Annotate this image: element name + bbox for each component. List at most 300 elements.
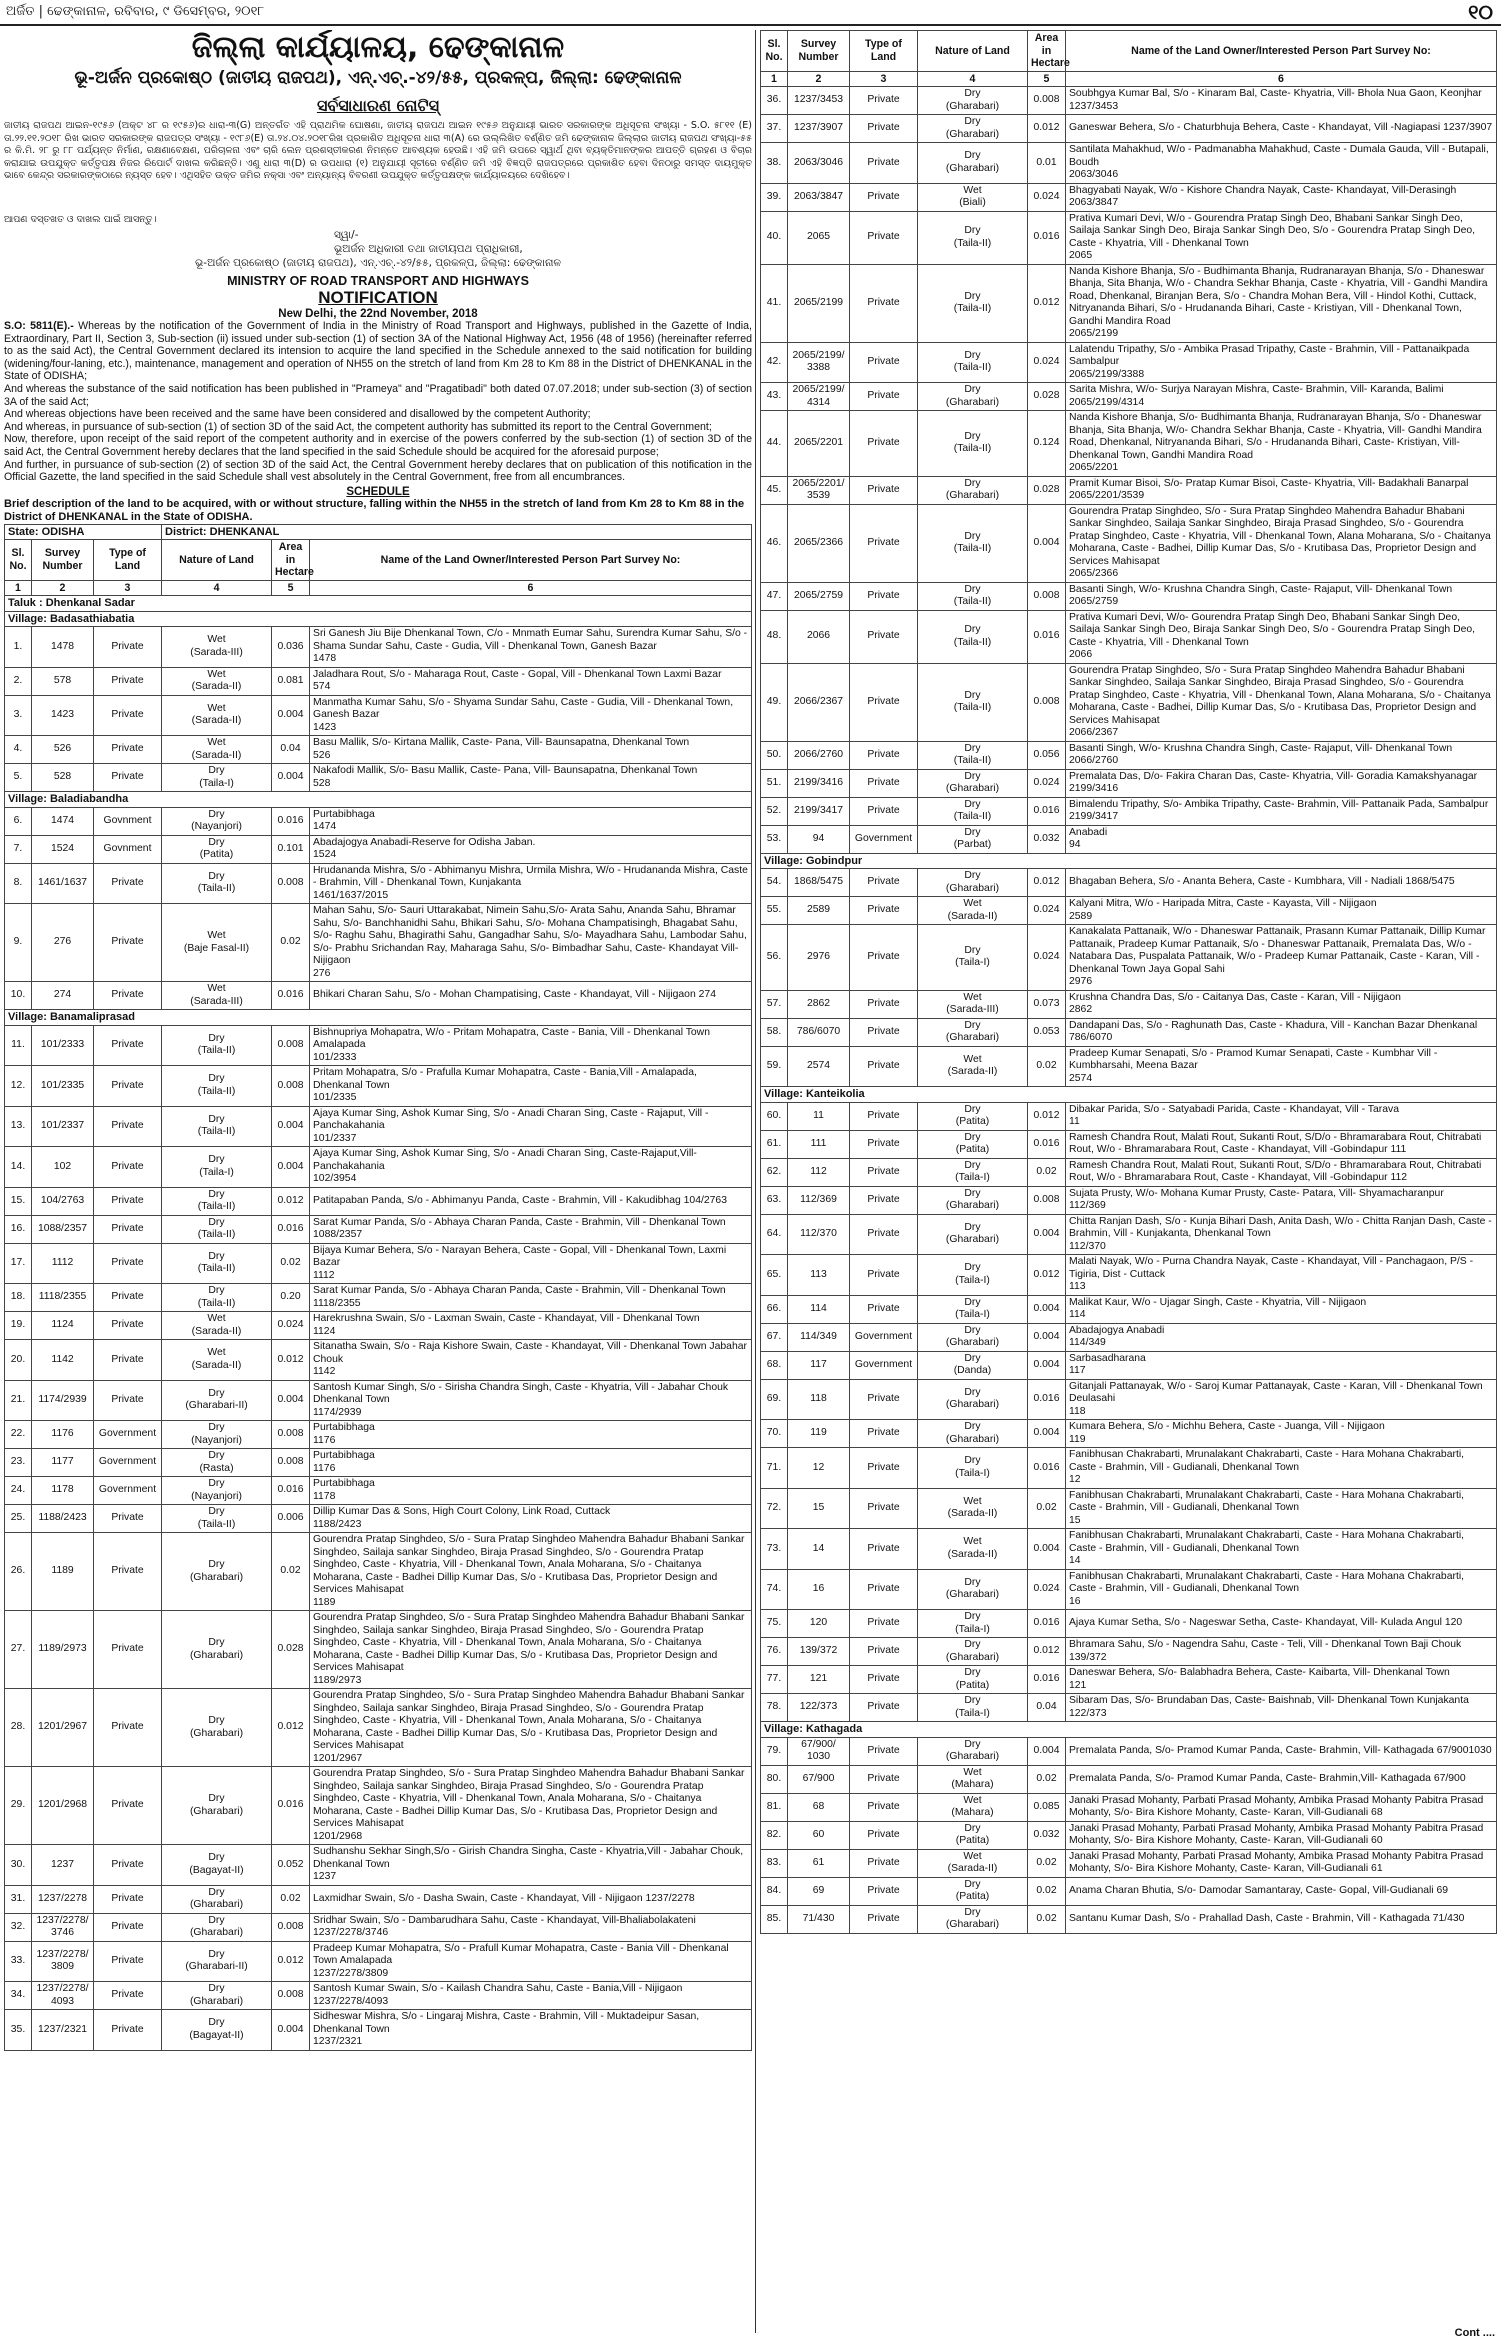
land-nature: Wet (Sarada-II) (162, 1340, 272, 1381)
table-row (761, 1130, 1497, 1158)
notification-date: New Delhi, the 22nd November, 2018 (278, 308, 478, 320)
column-number: 2 (788, 71, 850, 87)
table-row (5, 1689, 752, 1767)
survey-number: 1201/2968 (32, 1767, 94, 1845)
area-hectare: 0.024 (1028, 897, 1066, 925)
sl-no: 19. (5, 1312, 32, 1340)
survey-number: 1088/2357 (32, 1215, 94, 1243)
table-row (761, 797, 1497, 825)
survey-number: 112 (788, 1158, 850, 1186)
paragraph-1-text: Whereas by the notification of the Government of India in the Ministry of Road Transport and Highways, published in the Gazette of India, Extraordinary, Part II, Section 3, Sub-section (ii) issued under sub-section (1) of section 3A of the National Highway Act, 1956 (48 of 1956) (hereinafter referred to as the said Act), the Central Government declared its intension to acquire the land specified in the Schedule annexed to the said notification for building (widening/four-laning, etc.), maintenance, management and operation of NH55 on the stretch of land from Km 28 to Km 88 in the District of DHENKANAL in the State of ODISHA; (4, 320, 752, 383)
area-hectare: 0.004 (272, 764, 310, 792)
area-hectare: 0.02 (1028, 1905, 1066, 1933)
area-hectare: 0.012 (272, 1941, 310, 1982)
table-row (5, 1312, 752, 1340)
table-row (761, 1186, 1497, 1214)
survey-number: 2199/3416 (788, 769, 850, 797)
owner-details: Purtabibhaga 1178 (310, 1477, 752, 1505)
survey-number: 274 (32, 982, 94, 1010)
land-type: Private (850, 504, 918, 582)
sl-no: 70. (761, 1420, 788, 1448)
table-row (5, 1611, 752, 1689)
land-nature: Dry (Nayanjori) (162, 1477, 272, 1505)
land-nature: Dry (Taila-I) (162, 764, 272, 792)
owner-details: Santosh Kumar Swain, S/o - Kailash Chandra Sahu, Caste - Bania,Vill - Nijigaon 1237/2278/4093 (310, 1982, 752, 2010)
survey-number: 101/2337 (32, 1106, 94, 1147)
table-row (5, 835, 752, 863)
area-hectare: 0.085 (1028, 1793, 1066, 1821)
table-row (5, 1421, 752, 1449)
table-row (5, 1215, 752, 1243)
land-type: Private (850, 1529, 918, 1570)
land-type: Private (94, 1505, 162, 1533)
land-nature: Wet (Sarada-II) (918, 1046, 1028, 1087)
area-hectare: 0.004 (1028, 1323, 1066, 1351)
survey-number: 121 (788, 1666, 850, 1694)
survey-number: 101/2333 (32, 1025, 94, 1066)
sl-no: 16. (5, 1215, 32, 1243)
sl-no: 82. (761, 1821, 788, 1849)
survey-number: 2065/2759 (788, 582, 850, 610)
land-nature: Dry (Taila-II) (918, 610, 1028, 663)
paragraph-2: And whereas the substance of the said notification has been published in "Prameya" and "Pragatibadi" both dated 07.07.2018; under sub-section (3) of section 3A of the said Act; (4, 382, 752, 408)
owner-details: Bimalendu Tripathy, S/o- Ambika Tripathy, Caste- Brahmin, Vill- Pattanaik Pada, Sambalpur 2199/3417 (1066, 797, 1497, 825)
land-nature: Dry (Bagayat-II) (162, 2010, 272, 2051)
table-row (761, 342, 1497, 383)
area-hectare: 0.016 (1028, 1666, 1066, 1694)
table-row (761, 211, 1497, 264)
so-number: S.O: 5811(E).- (4, 320, 74, 332)
land-type: Private (94, 1147, 162, 1188)
land-nature: Dry (Gharabari) (918, 1569, 1028, 1610)
signature-line-2: ଭୂଅର୍ଜନ ଅଧିକାରୀ ତଥା ଜାତୀୟପଥ ପ୍ରାଧିକାରୀ, (334, 243, 523, 255)
land-type: Private (850, 1765, 918, 1793)
notice-title: ଜିଲ୍ଲା କାର୍ଯ୍ୟାଳୟ, ଢେଙ୍କାନାଳ (191, 30, 565, 65)
survey-number: 2589 (788, 897, 850, 925)
village-row (761, 1087, 1497, 1103)
column-header: Nature of Land (162, 540, 272, 581)
owner-details: Basanti Singh, W/o- Krushna Chandra Singh, Caste- Rajaput, Vill- Dhenkanal Town 2066/2760 (1066, 741, 1497, 769)
survey-number: 60 (788, 1821, 850, 1849)
notification-body (4, 320, 752, 484)
sl-no: 29. (5, 1767, 32, 1845)
owner-details: Purtabibhaga 1176 (310, 1449, 752, 1477)
odia-body: ଜାତୀୟ ରାଜପଥ ଆଇନ-୧୯୫୬ (ଅକ୍ଟ ୪୮ ର ୧୯୫୬)ର ଧାରା-୩(G) ଅନ୍ତର୍ଗତ ଏହି ପ୍ରାଥମିକ ଘୋଷଣା, ଜାତୀୟ ରାଜପଥ ଆଇନ ୧୯୫୬ ଅନୁଯାୟୀ ଭାରତ ସରକାରଙ୍କ ଅଧିସୂଚନା ସଂଖ୍ୟା - S.O. ୫୮୧୧ (E) ତା.୨୨.୧୧.୨୦୧୮ ରିଖ ଭାରତ ସରକାରଙ୍କ ରାଜପତ୍ର ସଂଖ୍ୟା - ୧୯୮୬(E) ତା.୨୪.୦୪.୨୦୧୮ରିଖ ପ୍ରକାଶିତ ଅଧିସୂଚନା ଧାରା ୩(A) ରେ ଉଲ୍ଲିଖିତ ବର୍ଣ୍ଣିତ ଜମି ଢେଙ୍କାନାଳ ଜିଲ୍ଲାର ଜାତୀୟ ରାଜପଥ ସଂଖ୍ୟା-୫୫ ର କି.ମି. ୨୮ ରୁ ୮୮ ପର୍ଯ୍ୟନ୍ତ ନିର୍ମାଣ, ରକ୍ଷଣାବେକ୍ଷଣ, ପରିଚାଳନା ଏବଂ ଚାରି ଲେନ ପ୍ରଶସ୍ତୀକରଣ ନିମନ୍ତେ ଆବଶ୍ୟକ ହେଉଛି। ଏହି ଜମି ଉପରେ ସ୍ୱାର୍ଥ ଥିବା ବ୍ୟକ୍ତିମାନଙ୍କର ଆପତ୍ତି ଗ୍ରହଣ ଓ ବିଚାର କରାଯାଇ ଉପଯୁକ୍ତ କର୍ତ୍ତୃପକ୍ଷ ନିଜର ରିପୋର୍ଟ ଦାଖଲ କରିଛନ୍ତି। ଏଣୁ ଧାରା ୩(D) ର ଉପଧାରା (୧) ଅନୁଯାୟୀ ସୂଚୀରେ ବର୍ଣ୍ଣିତ ଜମି ଏହି ବିଜ୍ଞପ୍ତି ରାଜପତ୍ରରେ ପ୍ରକାଶିତ ହେବା ଦିନଠାରୁ ସମସ୍ତ ଦାୟମୁକ୍ତ ଭାବେ କେନ୍ଦ୍ର ସରକାରଙ୍କଠାରେ ନ୍ୟସ୍ତ ହେବ। ଏଥିସହିତ ଉକ୍ତ ଜମିର ନକ୍ସା ଏବଂ ଅନ୍ୟାନ୍ୟ ବିବରଣୀ ଉପଯୁକ୍ତ କର୍ତ୍ତୃପକ୍ଷଙ୍କ କାର୍ଯ୍ୟାଳୟରେ ଦେଖିହେବ। (4, 120, 752, 182)
owner-details: Sidheswar Mishra, S/o - Lingaraj Mishra, Caste - Brahmin, Vill - Muktadeipur Sasan, Dhenkanal Town 1237/2321 (310, 2010, 752, 2051)
table-row (761, 1737, 1497, 1765)
owner-details: Abadajogya Anabadi 114/349 (1066, 1323, 1497, 1351)
sl-no: 38. (761, 143, 788, 184)
table-row (761, 87, 1497, 115)
land-nature: Dry (Gharabari) (918, 869, 1028, 897)
owner-details: Bhramara Sahu, S/o - Nagendra Sahu, Caste - Teli, Vill - Dhenkanal Town Baji Chouk 139/372 (1066, 1638, 1497, 1666)
land-nature: Dry (Nayanjori) (162, 807, 272, 835)
notification-heading: NOTIFICATION (318, 288, 438, 307)
survey-number: 2065 (788, 211, 850, 264)
table-row (761, 1793, 1497, 1821)
owner-details: Bhagaban Behera, S/o - Ananta Behera, Caste - Kumbhara, Vill - Nadiali 1868/5475 (1066, 869, 1497, 897)
land-nature: Wet (Sarada-III) (162, 982, 272, 1010)
survey-number: 1118/2355 (32, 1284, 94, 1312)
sl-no: 31. (5, 1885, 32, 1913)
sl-no: 60. (761, 1102, 788, 1130)
land-nature: Dry (Gharabari) (918, 1379, 1028, 1420)
area-hectare: 0.008 (272, 1066, 310, 1107)
land-type: Private (850, 897, 918, 925)
area-hectare: 0.004 (1028, 1737, 1066, 1765)
area-hectare: 0.008 (272, 1025, 310, 1066)
owner-details: Malikat Kaur, W/o - Ujagar Singh, Caste - Khyatria, Vill - Nijigaon 114 (1066, 1295, 1497, 1323)
table-row (761, 990, 1497, 1018)
area-hectare: 0.004 (272, 1147, 310, 1188)
table-row (761, 1821, 1497, 1849)
area-hectare: 0.008 (1028, 663, 1066, 741)
sl-no: 80. (761, 1765, 788, 1793)
survey-number: 117 (788, 1351, 850, 1379)
land-type: Govnment (94, 835, 162, 863)
sl-no: 83. (761, 1849, 788, 1877)
column-divider (755, 30, 756, 2333)
area-hectare: 0.02 (272, 904, 310, 982)
table-row (761, 1849, 1497, 1877)
table-row (5, 627, 752, 668)
owner-details: Bhikari Charan Sahu, S/o - Mohan Champatising, Caste - Khandayat, Vill - Nijigaon 274 (310, 982, 752, 1010)
land-type: Private (850, 741, 918, 769)
table-row (761, 663, 1497, 741)
owner-details: Santilata Mahakhud, W/o - Padmanabha Mahakhud, Caste - Dumala Gauda, Vill - Butapali, Boudh 2063/3046 (1066, 143, 1497, 184)
survey-number: 102 (32, 1147, 94, 1188)
land-type: Private (850, 1214, 918, 1255)
village-name: Village: Gobindpur (761, 853, 1497, 869)
column-header: Name of the Land Owner/Interested Person Part Survey No: (1066, 31, 1497, 72)
land-nature: Dry (Gharabari) (918, 1186, 1028, 1214)
area-hectare: 0.028 (1028, 383, 1066, 411)
land-type: Private (850, 1610, 918, 1638)
sl-no: 55. (761, 897, 788, 925)
table-row (761, 1295, 1497, 1323)
sl-no: 85. (761, 1905, 788, 1933)
area-hectare: 0.008 (272, 1449, 310, 1477)
sl-no: 67. (761, 1323, 788, 1351)
continued-label: Cont .... (1454, 2327, 1495, 2339)
page-header (0, 0, 1501, 26)
land-type: Private (850, 1488, 918, 1529)
table-row (761, 1046, 1497, 1087)
sl-no: 30. (5, 1845, 32, 1886)
land-nature: Wet (Sarada-II) (918, 1488, 1028, 1529)
land-type: Private (850, 1793, 918, 1821)
sl-no: 10. (5, 982, 32, 1010)
column-header: Area in Hectare (272, 540, 310, 581)
land-nature: Dry (Taila-II) (918, 582, 1028, 610)
table-row (761, 1610, 1497, 1638)
table-row (5, 1982, 752, 2010)
land-type: Government (850, 825, 918, 853)
survey-number: 101/2335 (32, 1066, 94, 1107)
table-row (5, 1941, 752, 1982)
owner-details: Sitanatha Swain, S/o - Raja Kishore Swain, Caste - Khandayat, Vill - Dhenkanal Town Jabahar Chouk 1142 (310, 1340, 752, 1381)
land-nature: Dry (Patita) (918, 1666, 1028, 1694)
table-row (5, 1340, 752, 1381)
land-nature: Dry (Taila-II) (162, 1106, 272, 1147)
sl-no: 25. (5, 1505, 32, 1533)
land-nature: Dry (Taila-II) (162, 1025, 272, 1066)
land-nature: Dry (Gharabari) (918, 1420, 1028, 1448)
area-hectare: 0.008 (272, 1982, 310, 2010)
land-type: Private (850, 1046, 918, 1087)
column-header: Survey Number (32, 540, 94, 581)
owner-details: Ajaya Kumar Setha, S/o - Nageswar Setha, Caste- Khandayat, Vill- Kulada Angul 120 (1066, 1610, 1497, 1638)
sl-no: 14. (5, 1147, 32, 1188)
owner-details: Bishnupriya Mohapatra, W/o - Pritam Mohapatra, Caste - Bania, Vill - Dhenkanal Town Amalapada 101/2333 (310, 1025, 752, 1066)
sl-no: 18. (5, 1284, 32, 1312)
survey-number: 2063/3847 (788, 183, 850, 211)
land-nature: Dry (Danda) (918, 1351, 1028, 1379)
survey-number: 94 (788, 825, 850, 853)
column-header: Type of Land (94, 540, 162, 581)
land-type: Private (850, 1638, 918, 1666)
land-type: Private (850, 990, 918, 1018)
table-row (5, 1449, 752, 1477)
survey-number: 1237/2321 (32, 2010, 94, 2051)
table-row (761, 1018, 1497, 1046)
land-type: Private (94, 1187, 162, 1215)
owner-details: Sridhar Swain, S/o - Dambarudhara Sahu, Caste - Khandayat, Vill-Bhaliabolakateni 1237/2278/3746 (310, 1913, 752, 1941)
sl-no: 81. (761, 1793, 788, 1821)
land-type: Private (850, 1905, 918, 1933)
area-hectare: 0.024 (1028, 769, 1066, 797)
area-hectare: 0.016 (272, 1477, 310, 1505)
land-nature: Dry (Gharabari) (918, 143, 1028, 184)
area-hectare: 0.024 (1028, 925, 1066, 991)
column-number-row (5, 580, 752, 596)
land-nature: Wet (Sarada-III) (918, 990, 1028, 1018)
table-row (761, 1323, 1497, 1351)
village-row (5, 1010, 752, 1026)
land-type: Private (94, 667, 162, 695)
survey-number: 1237/2278/ 4093 (32, 1982, 94, 2010)
area-hectare: 0.012 (1028, 869, 1066, 897)
owner-details: Sibaram Das, S/o- Brundaban Das, Caste- Baishnab, Vill- Dhenkanal Town Kunjakanta 122/373 (1066, 1694, 1497, 1722)
land-nature: Wet (Sarada-II) (162, 736, 272, 764)
land-type: Private (850, 264, 918, 342)
state-row (5, 524, 752, 540)
odia-body-2: ଆପଣ ଦସ୍ତଖତ ଓ ଦାଖଲ ପାଇଁ ଆସନ୍ତୁ। (4, 214, 157, 225)
land-type: Private (94, 1689, 162, 1767)
table-row (5, 764, 752, 792)
sl-no: 75. (761, 1610, 788, 1638)
owner-details: Dibakar Parida, S/o - Satyabadi Parida, Caste - Khandayat, Vill - Tarava 11 (1066, 1102, 1497, 1130)
table-row (761, 1255, 1497, 1296)
area-hectare: 0.004 (272, 695, 310, 736)
land-type: Private (850, 143, 918, 184)
area-hectare: 0.02 (272, 1243, 310, 1284)
survey-number: 1237/3907 (788, 115, 850, 143)
survey-number: 1174/2939 (32, 1380, 94, 1421)
table-row (761, 411, 1497, 477)
sl-no: 74. (761, 1569, 788, 1610)
sl-no: 84. (761, 1877, 788, 1905)
survey-number: 1112 (32, 1243, 94, 1284)
owner-details: Janaki Prasad Mohanty, Parbati Prasad Mohanty, Ambika Prasad Mohanty Pabitra Prasad Mohanty, S/o- Bira Kishore Mohanty, Caste- Karan, Vill-Gudianali 61 (1066, 1849, 1497, 1877)
survey-number: 1176 (32, 1421, 94, 1449)
owner-details: Fanibhusan Chakrabarti, Mrunalakant Chakrabarti, Caste - Hara Mohana Chakrabarti, Caste - Brahmin, Vill - Gudianali, Dhenkanal Town 14 (1066, 1529, 1497, 1570)
area-hectare: 0.016 (272, 807, 310, 835)
table-row (761, 1666, 1497, 1694)
survey-number: 526 (32, 736, 94, 764)
column-header: Name of the Land Owner/Interested Person Part Survey No: (310, 540, 752, 581)
owner-details: Gourendra Pratap Singhdeo, S/o - Sura Pratap Singhdeo Mahendra Bahadur Bhabani Sankar Singhdeo, Sailaja sankar Singhdeo, Biraja Prasad Singhdeo, S/o - Gourendra Pratap Singhdeo, Caste - Khyatria, Vill - Dhenkanal Town, Anala Moharana, S/o - Chaitanya Moharana, Caste - Badhei Dillip Kumar Das, S/o - Krutibasa Das, Proprietor Design and Services Mahisapat 1189 (310, 1533, 752, 1611)
table-row (761, 825, 1497, 853)
table-row (5, 807, 752, 835)
land-nature: Wet (Sarada-II) (918, 1529, 1028, 1570)
survey-number: 1177 (32, 1449, 94, 1477)
paragraph-6: And further, in pursuance of sub-section (2) of section 3D of the said Act, the Central Government hereby declares that on publication of this notification in the Official Gazette, the land specified in the said Schedule shall vest absolutely in the Central Government, free from all encumbrances. (4, 458, 752, 484)
ministry-heading: MINISTRY OF ROAD TRANSPORT AND HIGHWAYS (227, 274, 529, 288)
owner-details: Bhagyabati Nayak, W/o - Kishore Chandra Nayak, Caste- Khandayat, Vill-Derasingh 2063/3847 (1066, 183, 1497, 211)
table-row (761, 264, 1497, 342)
owner-details: Kanakalata Pattanaik, W/o - Dhaneswar Pattanaik, Prasann Kumar Pattanaik, Dillip Kumar Pattanaik, Pradeep Kumar Pattanaik, S/o - Dhaneswar Pattanaik, Premalata Das, W/o - Natabara Das, Puspalata Pattanaik, W/o - Pradeep Kumar Pattanaik, Caste - Karan, Vill - Dhenkanal Town Jaya Gopal Sahi 2976 (1066, 925, 1497, 991)
owner-details: Gitanjali Pattanayak, W/o - Saroj Kumar Pattanayak, Caste - Karan, Vill - Dhenkanal Town Deulasahi 118 (1066, 1379, 1497, 1420)
survey-number: 1142 (32, 1340, 94, 1381)
sl-no: 56. (761, 925, 788, 991)
sl-no: 32. (5, 1913, 32, 1941)
table-row (761, 1351, 1497, 1379)
area-hectare: 0.012 (1028, 115, 1066, 143)
land-nature: Dry (Gharabari) (918, 1638, 1028, 1666)
owner-details: Malati Nayak, W/o - Purna Chandra Nayak, Caste - Khandayat, Vill - Panchagaon, P/S - Tigiria, Dist - Cuttack 113 (1066, 1255, 1497, 1296)
owner-details: Nanda Kishore Bhanja, S/o- Budhimanta Bhanja, Rudranarayan Bhanja, S/o - Dhaneswar Bhanja, Sita Bhanja, W/o- Chandra Sekhar Bhanja, Caste - Khyatria, Vill- Gandhi Mandira Road, Dhenkanal, Nitryananda Bihari, S/o - Hrudananda Bihari, Caste- Kristiyan, Vill- Dhenkanal Town, Gandhi Mandira Road 2065/2201 (1066, 411, 1497, 477)
survey-number: 14 (788, 1529, 850, 1570)
sl-no: 54. (761, 869, 788, 897)
column-number: 1 (5, 580, 32, 596)
column-header: Survey Number (788, 31, 850, 72)
owner-details: Janaki Prasad Mohanty, Parbati Prasad Mohanty, Ambika Prasad Mohanty Pabitra Prasad Mohanty, S/o- Bira Kishore Mohanty, Caste- Karan, Vill-Gudianali 68 (1066, 1793, 1497, 1821)
table-row (761, 1379, 1497, 1420)
land-type: Private (94, 1380, 162, 1421)
table-row (5, 1066, 752, 1107)
table-row (5, 1187, 752, 1215)
area-hectare: 0.024 (1028, 342, 1066, 383)
village-name: Village: Baladiabandha (5, 792, 752, 808)
survey-number: 1868/5475 (788, 869, 850, 897)
table-row (5, 1767, 752, 1845)
area-hectare: 0.012 (1028, 1102, 1066, 1130)
land-nature: Dry (Taila-I) (918, 1694, 1028, 1722)
land-type: Private (94, 1243, 162, 1284)
area-hectare: 0.004 (1028, 1351, 1066, 1379)
owner-details: Manmatha Kumar Sahu, S/o - Shyama Sundar Sahu, Caste - Gudia, Vill - Dhenkanal Town, Ganesh Bazar 1423 (310, 695, 752, 736)
column-number: 3 (94, 580, 162, 596)
land-type: Private (94, 764, 162, 792)
area-hectare: 0.073 (1028, 990, 1066, 1018)
table-row (761, 1529, 1497, 1570)
survey-number: 2065/2366 (788, 504, 850, 582)
land-type: Private (94, 2010, 162, 2051)
area-hectare: 0.016 (1028, 797, 1066, 825)
village-row (5, 792, 752, 808)
owner-details: Sarat Kumar Panda, S/o - Abhaya Charan Panda, Caste - Brahmin, Vill - Dhenkanal Town 1088/2357 (310, 1215, 752, 1243)
survey-number: 2066 (788, 610, 850, 663)
survey-number: 61 (788, 1849, 850, 1877)
table-row (761, 115, 1497, 143)
survey-number: 122/373 (788, 1694, 850, 1722)
land-nature: Dry (Rasta) (162, 1449, 272, 1477)
village-name: Village: Kanteikolia (761, 1087, 1497, 1103)
owner-details: Basu Mallik, S/o- Kirtana Mallik, Caste- Pana, Vill- Baunsapatna, Dhenkanal Town 526 (310, 736, 752, 764)
survey-number: 276 (32, 904, 94, 982)
land-type: Private (850, 211, 918, 264)
land-type: Private (850, 1694, 918, 1722)
column-header-row (761, 31, 1497, 72)
owner-details: Fanibhusan Chakrabarti, Mrunalakant Chakrabarti, Caste - Hara Mohana Chakrabarti, Caste - Brahmin, Vill - Gudianali, Dhenkanal Town 15 (1066, 1488, 1497, 1529)
land-type: Private (850, 869, 918, 897)
land-nature: Dry (Gharabari) (918, 1018, 1028, 1046)
table-row (5, 1025, 752, 1066)
land-type: Private (94, 1215, 162, 1243)
area-hectare: 0.016 (1028, 610, 1066, 663)
area-hectare: 0.012 (272, 1340, 310, 1381)
land-nature: Wet (Sarada-II) (918, 1849, 1028, 1877)
land-nature: Wet (Sarada-III) (162, 627, 272, 668)
area-hectare: 0.081 (272, 667, 310, 695)
table-row (761, 1569, 1497, 1610)
column-number: 6 (310, 580, 752, 596)
land-nature: Dry (Gharabari-II) (162, 1380, 272, 1421)
taluk-name: Taluk : Dhenkanal Sadar (5, 596, 752, 612)
column-header: Nature of Land (918, 31, 1028, 72)
land-nature: Dry (Taila-II) (162, 1215, 272, 1243)
table-row (761, 610, 1497, 663)
table-row (5, 1477, 752, 1505)
table-row (5, 1885, 752, 1913)
owner-details: Harekrushna Swain, S/o - Laxman Swain, Caste - Khandayat, Vill - Dhenkanal Town 1124 (310, 1312, 752, 1340)
area-hectare: 0.036 (272, 627, 310, 668)
land-nature: Dry (Taila-I) (918, 1255, 1028, 1296)
sl-no: 49. (761, 663, 788, 741)
column-number: 5 (1028, 71, 1066, 87)
area-hectare: 0.02 (272, 1885, 310, 1913)
land-nature: Dry (Taila-I) (162, 1147, 272, 1188)
signature-line-3: ଭୂ-ଅର୍ଜନ ପ୍ରକୋଷ୍ଠ (ଜାତୀୟ ରାଜପଥ), ଏନ୍.ଏଚ୍.-୪୨/୫୫, ପ୍ରକଳ୍ପ, ଜିଲ୍ଲା: ଢେଙ୍କାନାଳ (195, 257, 561, 269)
survey-number: 1237/3453 (788, 87, 850, 115)
area-hectare: 0.02 (1028, 1488, 1066, 1529)
area-hectare: 0.004 (1028, 504, 1066, 582)
survey-number: 2199/3417 (788, 797, 850, 825)
land-type: Private (850, 1255, 918, 1296)
land-nature: Dry (Gharabari) (918, 1214, 1028, 1255)
survey-number: 112/369 (788, 1186, 850, 1214)
area-hectare: 0.056 (1028, 741, 1066, 769)
sl-no: 66. (761, 1295, 788, 1323)
area-hectare: 0.006 (272, 1505, 310, 1533)
sl-no: 12. (5, 1066, 32, 1107)
land-type: Private (850, 1102, 918, 1130)
owner-details: Dandapani Das, S/o - Raghunath Das, Caste - Khadura, Vill - Kanchan Bazar Dhenkanal 786/6070 (1066, 1018, 1497, 1046)
sl-no: 61. (761, 1130, 788, 1158)
sl-no: 46. (761, 504, 788, 582)
sl-no: 7. (5, 835, 32, 863)
sl-no: 13. (5, 1106, 32, 1147)
signature-line-1: ସ୍ୱା/- (334, 229, 359, 241)
owner-details: Anama Charan Bhutia, S/o- Damodar Samantaray, Caste- Gopal, Vill-Gudianali 69 (1066, 1877, 1497, 1905)
area-hectare: 0.016 (272, 1767, 310, 1845)
land-type: Private (850, 663, 918, 741)
table-row (761, 869, 1497, 897)
area-hectare: 0.02 (1028, 1046, 1066, 1087)
owner-details: Laxmidhar Swain, S/o - Dasha Swain, Caste - Khandayat, Vill - Nijigaon 1237/2278 (310, 1885, 752, 1913)
table-row (761, 1905, 1497, 1933)
